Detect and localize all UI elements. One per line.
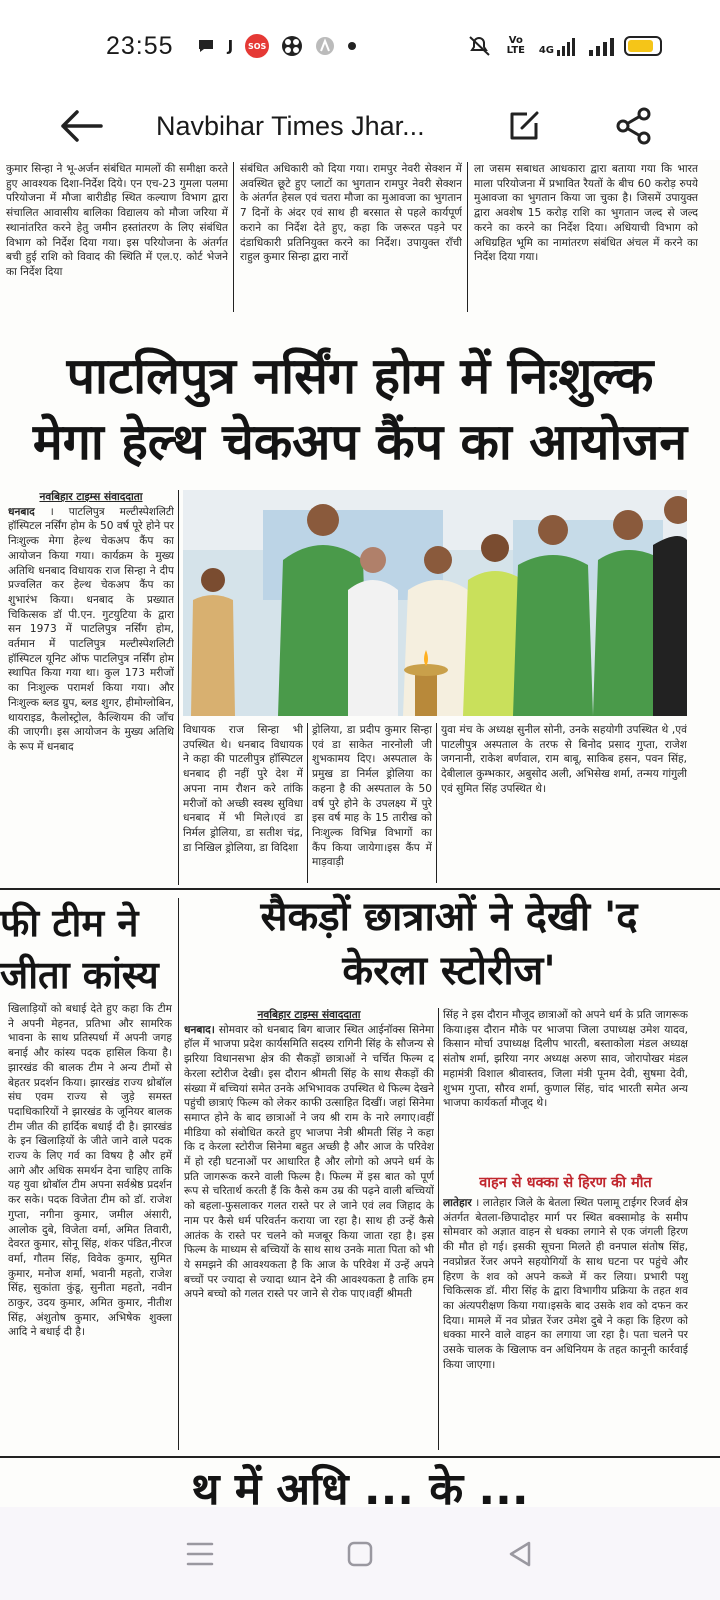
status-time: 23:55	[106, 31, 174, 60]
section-rule	[0, 1456, 720, 1458]
4g-signal-icon	[539, 36, 578, 56]
home-square-icon	[347, 1541, 373, 1567]
battery-icon	[624, 36, 662, 56]
article2-col1-text: । पाटलिपुत्र मल्टीस्पेशलिटी हॉस्पिटल नर्सिंग होम के 50 वर्ष पूरे होने पर निःशुल्क मेगा हेल्थ चेकअप कैंप का आयोजन किया गया। कार्यक्रम के मुख्य अतिथि धनबाद विधायक राज सिन्हा ने दीप प्रज्वलित कर हेल्थ चेकअप कैंप का शुभारंभ किया। धनबाद के प्रख्यात चिकित्सक डॉ पी.एन. गुटयुटिया के द्वारा सन 1973 में पाटलिपुत्र नर्सिंग होम, वर्तमान में पाटलिपुत्र मल्टीस्पेशलिटी हॉस्पिटल यूनिट ऑफ पाटलिपुत्र नर्सिंग होम स्थापित किया गया था। कुल 173 मरीजों का निःशुल्क परामर्श किया गया। और निःशुल्क ब्लड ग्रुप, ब्लड शुगर, हीमोग्लोबिन, थायराइड, कैलोस्ट्रोल, कैल्शियम की जाँच की जाएगी। इस आयोजन के मुख्य अतिथि के रूप में धनबाद	[8, 505, 174, 753]
grid-app-icon	[281, 35, 303, 57]
article3-headline-line1: फी टीम ने	[0, 901, 139, 945]
dot-icon	[347, 41, 357, 51]
a-app-icon	[315, 36, 335, 56]
article2-col2: विधायक राज सिन्हा भी उपस्थित थे। धनबाद विधायक ने कहा की पाटलीपुत्र हॉस्पिटल धनबाद ही नहीं पुरे देश में अपना नाम रौशन करे तांकि मरीजों को अच्छी स्वस्थ सुविधा धनबाद में भी मिले।एवं डा निर्मल ड्रोलिया, डा सतीश चंद्र, डा निखिल ड्रोलिया, डा विदिशा	[183, 724, 303, 854]
back-button[interactable]	[36, 92, 126, 160]
article4-col2: सिंह ने इस दौरान मौजूद छात्राओं को अपने धर्म के प्रति जागरूक किया।इस दौरान मौके पर भाजपा जिला उपाध्यक्ष उमेश यादव, किसान मोर्चा उपाध्यक्ष दिलीप भारती, बस्ताकोला मंडल अध्यक्ष संतोष शर्मा, झरिया नगर अध्यक्ष अरुण साव, जोरापोखर मंडल महामंत्री विशाल श्रीवास्तव, जिला मंत्री पूनम देवी, सुषमा देवी, शुभम गुप्ता, सौरव शर्मा, कुणाल सिंह, चांद भारती समेत अन्य भाजपा कार्यकर्ता मौजूद थे।	[443, 1009, 688, 1110]
article3-col1: खिलाड़ियों को बधाई देते हुए कहा कि टीम ने अपनी मेहनत, प्रतिभा और सामरिक भावना के साथ प्रतिस्पर्धा में अपनी जगह बनाई और कांस्य पदक हासिल किया है। झारखंड की बालक टीम ने अन्य टीमों से बेहतर प्रदर्शन किया। झारखंड राज्य थ्रोबॉल संघ एवम राज्य से जुड़े समस्त पदाधिकारियों ने झारखंड के जूनियर बालक टीम जीत की हार्दिक बधाई दी है। झारखंड के इन खिलाड़ियों के जीते जाने वाले पदक राज्य के लिए गर्व का विषय है और हमें आगे और अधिक समर्थन देना चाहिए ताकि यह युवा थ्रोबॉल टीम अपना सर्वश्रेष्ठ प्रदर्शन कर सके। पदक विजेता टीम को डॉ. राजेश गुप्ता, नगीना कुमार, जमील अंसारी, आलोक दुबे, विजेता वर्मा, अमित तिवारी, देवरत कुमार, सोनू सिंह, शंकर पंडित,नीरज वर्मा, गौतम सिंह, विवेक कुमार, सुमित कुमार, मनोज शर्मा, भवानी महतो, राजेश सिंह, सुकांता कुंडू, सुनीता महतो, नवीन ठाकुर, उदय कुमार, अमित कुमार, नीतीश सिंह, अंशुतोष कुमार, अभिषेक शुक्ला आदि ने बधाई दी है।	[8, 1003, 172, 1339]
column-rule	[438, 1008, 439, 1450]
share-button[interactable]	[610, 102, 658, 150]
share-icon	[614, 106, 654, 146]
recents-button[interactable]	[170, 1524, 230, 1584]
chat-bubble-icon	[196, 36, 216, 56]
j-app-icon: J	[227, 37, 234, 55]
status-bar	[0, 0, 720, 92]
system-nav-bar	[0, 1507, 720, 1600]
article2-dateline: धनबाद	[8, 505, 35, 518]
article5-subhead: वाहन से धक्का से हिरण की मौत	[479, 1175, 652, 1191]
article1-col2: संबंधित अधिकारी को दिया गया। रामपुर नेवरी सेक्शन में अवस्थित छूटे हुए प्लाटों का भुगतान रामपुर नेवरी सेक्शन के अंतर्गत हेसल एवं चतरा मौजा का मुआवजा का भुगतान 7 दिनों के अंदर एवं साथ ही बरसात से पहले कार्यपूर्ण कराने का निर्देश देते हुए, कहा कि जरूरत पड़ने पर दंडाधिकारी प्रतिनियुक्त करने का निर्देश। उपायुक्त राँची राहुल कुमार सिन्हा द्वारा नारों	[240, 163, 462, 264]
column-rule	[178, 490, 179, 885]
arrow-left-icon	[59, 109, 103, 143]
status-right-icons	[467, 35, 662, 57]
app-title: Navbihar Times Jhar...	[156, 110, 425, 141]
sos-icon: SOS	[245, 34, 269, 58]
volte-icon: Vo LTE	[506, 35, 526, 56]
article4-headline-line1: सैकड़ों छात्राओं ने देखी 'द	[260, 894, 638, 940]
health-camp-photo	[183, 490, 687, 716]
article2-headline-line2: मेगा हेल्थ चेकअप कैंप का आयोजन	[32, 413, 688, 471]
column-rule	[233, 162, 234, 312]
article4-col1-text: सोमवार को धनबाद बिग बाजार स्थित आईनॉक्स सिनेमा हॉल में भाजपा प्रदेश कार्यसमिति सदस्य रागिनी सिंह के सौजन्य से झरिया विधानसभा क्षेत्र की सैकड़ों छात्राओं ने चर्चित फिल्म द केरला स्टोरीज देखी। इस दौरान श्रीमती सिंह के साथ सैकड़ों की संख्या में बच्चियां समेत उनके अभिभावक उपस्थित थे फिल्म देखने पहुंची छात्राएं फिल्म को लेकर काफी उत्साहित दिखीं। जहां सिनेमा समाप्त होने के बाद छात्राओं ने जय श्री राम के नारे लगाए।वहीं मीडिया को संबोधित करते हुए भाजपा नेत्री श्रीमती सिंह ने कहा कि द केरला स्टोरीज सिनेमा बहुत अच्छी है और आज के परिवेश में हो रही घटनाओं पर आधारित है और लोगो को अपने धर्म के प्रति जागरूक करने वाली फिल्म है। फिल्म में इस बात को पूर्ण रूप से चरितार्थ करती हैं कि कैसे कम उम्र की पढ़ने वाली बच्चियों को बहला-फुसलाकर गलत रास्ते पर ले जाने एवं लव जिहाद के नाम पर कैसे धर्म परिवर्तन कराया जा रहा है। साथ ही उन्हें कैसे आतंक के रास्ते पर चलने को मजबूर किया जाता रहा है। इस फिल्म के माध्यम से बच्चियों के साथ साथ उनके माता पिता को भी ये समझने की आवश्यकता है कि आज के परिवेश में उन्हें अपने बच्चों पर ज्यादा से ज्यादा ध्यान देने की आवश्यकता है ताकि हम अपने बच्चो को गलत रास्ते पर जाने से रोक पाए।वहीं श्रीमती	[184, 1023, 434, 1301]
article2-col1	[8, 490, 174, 885]
article2-byline: नवबिहार टाइम्स संवाददाता	[39, 491, 143, 503]
menu-icon	[186, 1541, 214, 1567]
article4-byline: नवबिहार टाइम्स संवाददाता	[257, 1009, 361, 1021]
status-left-icons	[196, 34, 358, 58]
system-back-button[interactable]	[490, 1524, 550, 1584]
newspaper-page[interactable]	[0, 160, 720, 1507]
column-rule	[178, 898, 179, 1450]
mute-icon	[467, 35, 493, 57]
column-rule	[436, 723, 437, 883]
article1-col3: ला जसम सबाधत आधकारा द्वारा बताया गया कि भारत माला परियोजना में प्रभावित रैयतों के बीच 60 करोड़ रुपये मुआवजा का भुगतान किया जा चुका है। जिसमें उपायुक्त द्वारा अवशेष 15 करोड़ राशि का भुगतान जल्द से जल्द करने का करने का निर्देश दिया। अधियाची विभाग को अधिग्रहित भूमि का नामांतरण संबंधित अंचल में करने का निर्देश दिया गया।	[474, 163, 698, 264]
net-type-label: 4G	[538, 45, 554, 56]
edit-icon	[507, 109, 541, 143]
section-rule	[0, 888, 720, 890]
signal-icon	[588, 36, 614, 56]
article4-headline-line2: केरला स्टोरीज'	[342, 948, 556, 994]
article4-dateline: धनबाद।	[184, 1023, 215, 1036]
edit-button[interactable]	[500, 102, 548, 150]
app-bar	[0, 92, 720, 160]
article2-headline-line1: पाटलिपुत्र नर्सिंग होम में निःशुल्क	[66, 347, 654, 405]
article4-col1	[184, 1008, 434, 1450]
column-rule	[307, 723, 308, 883]
column-rule	[467, 162, 468, 312]
article2-col4: युवा मंच के अध्यक्ष सुनील सोनी, उनके सहयोगी उपस्थित थे ,एवं पाटलीपुत्र अस्पताल के तरफ से बिनोद प्रसाद गुप्ता, राजेश जगनानी, राकेश बर्णवाल, राम बाबू, साकिब हसन, पवन सिंह, देबीलाल कुम्भकार, अबुसोद अली, अभिसेख शर्मा, तन्मय गांगुली एवं सुमित सिंह उपस्थित थे।	[441, 724, 687, 795]
article6-headline-partial: थ में अधि ... के ...	[191, 1464, 529, 1507]
back-triangle-icon	[507, 1540, 533, 1568]
article5-dateline: लातेहार	[443, 1197, 472, 1209]
home-button[interactable]	[330, 1524, 390, 1584]
article1-col1: कुमार सिन्हा ने भू-अर्जन संबंधित मामलों की समीक्षा करते हुए आवश्यक दिशा-निर्देश दिये। एन एच-23 गुमला पलमा परियोजना में मौजा बारीडीह स्थित कल्याण विभाग द्वारा संचालित आवासीय बालिका विद्यालय को मौजा जरिया में स्थानांतरित करने हेतु जमीन हस्तांतरण के लिए संबंधित विभाग को निर्देश दिया गया। इस परियोजना के अंतर्गत बची हुई राशि को विवाद की स्थिति में एल.ए. कोर्ट भेजने का निर्देश दिया	[6, 163, 228, 278]
article3-headline-line2: जीता कांस्य	[0, 953, 159, 997]
article5-body	[443, 1196, 688, 1450]
health-camp-photo-image	[183, 490, 687, 716]
article2-col3: ड्रोलिया, डा प्रदीप कुमार सिन्हा एवं डा साकेत नारनोली जी शुभकामय दिए। अस्पताल के प्रमुख डा निर्मल ड्रोलिया का कहना है की अस्पताल के 50 वर्ष पुरे होने के उपलक्ष्य में पुरे इस वर्ष माह के 15 तारीख को निःशुल्क विभिन्न विभागों का कैंप किया जायेगा।इस कैंप में माड़वाड़ी	[312, 724, 432, 869]
article5-body-text: । लातेहार जिले के बेतला स्थित पलामू टाईगर रिजर्व क्षेत्र अंतर्गत बेतला-छिपादोहर मार्ग पर स्थित बक्सामोड़ के समीप सोमवार को अज्ञात वाहन से धक्का लगाने से एक जंगली हिरण की मौत हो गई। इसकी सूचना मिलते ही वनपाल संतोष सिंह, नवप्रोन्नत रेंजर अपने सहयोगियों के साथ घटना पर पहुंचे और हिरण के शव को अपने कब्जे में कर लिया। प्रभारी पशु चिकित्सक डॉ. मीरा सिंह के द्वारा विभागीय प्रक्रिया के तहत शव का अंत्यपरीक्षण किया गया।इसके बाद उसके शव को दफन कर दिया। मामले में नव प्रोन्नत रेंजर उमेश दुबे ने कहा कि हिरण को धक्का मारने वाले वाहन का लगाया जा रहा है। पता चलने पर उसके चालक के खिलाफ वन अधिनियम के तहत कानूनी कार्रवाई किया जाएगा।	[443, 1197, 688, 1371]
